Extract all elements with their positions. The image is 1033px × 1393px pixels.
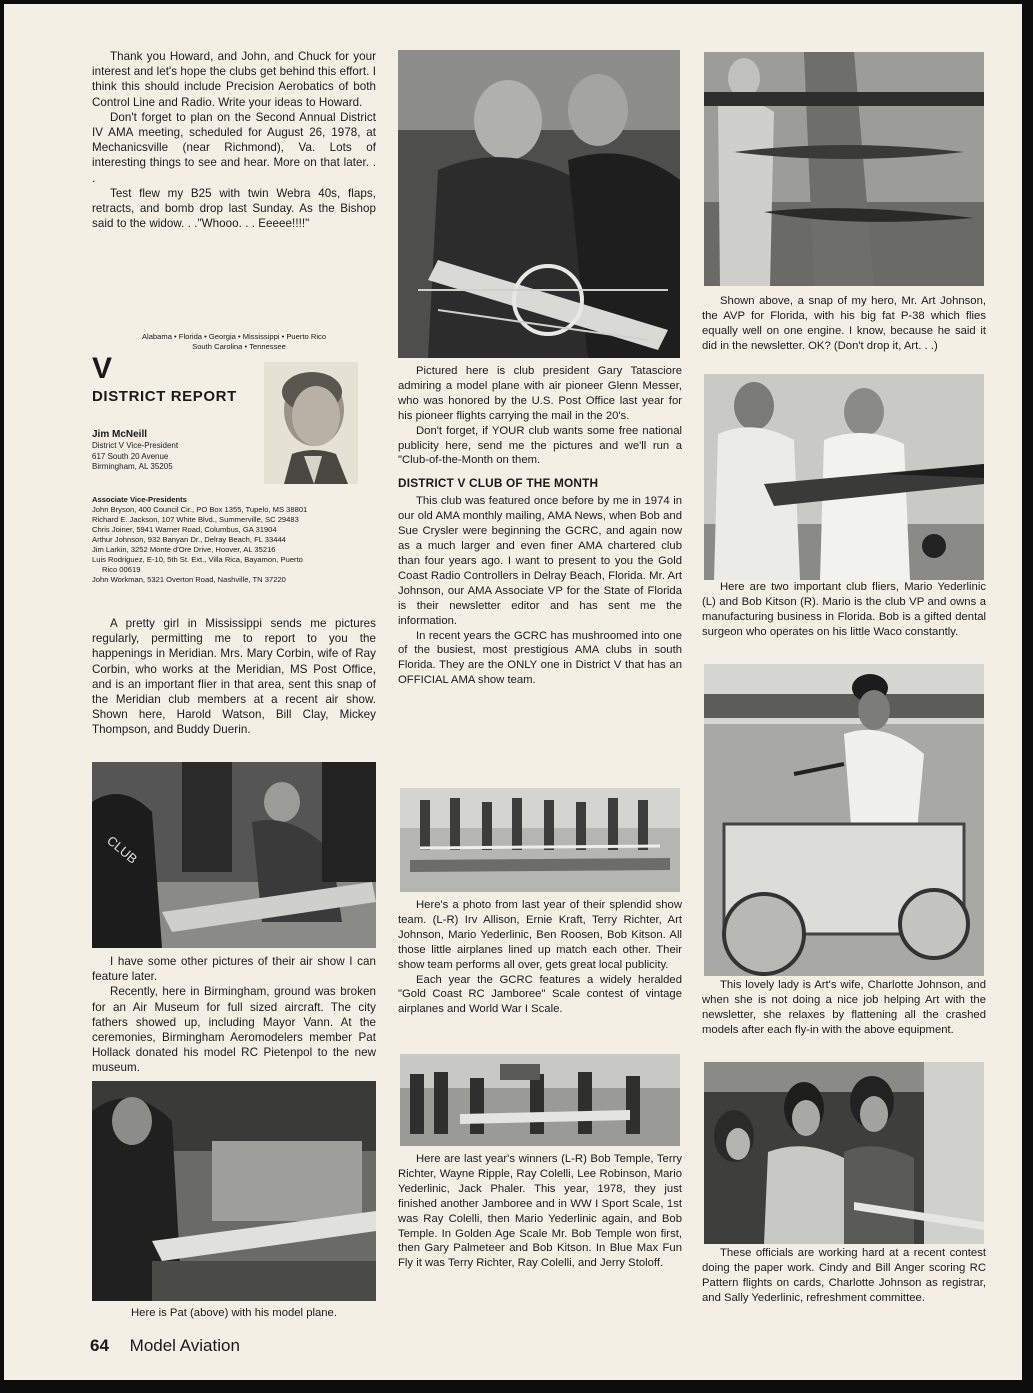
meridian-club-photo xyxy=(92,762,376,948)
page-footer xyxy=(90,1336,240,1356)
associate-5: Jim Larkin, 3252 Monte d'Ore Drive, Hoover, AL 35216 xyxy=(92,545,276,554)
magazine-page xyxy=(4,4,1022,1380)
intro-para-3: Test flew my B25 with twin Webra 40s, flaps, retracts, and bomb drop last Sunday. As the Bishop said to the widow. . ."Whooo. . . Eeeee!!!!" xyxy=(92,186,376,231)
associate-3: Chris Joiner, 5941 Warner Road, Columbus, GA 31904 xyxy=(92,525,277,534)
winners-photo xyxy=(400,1054,680,1146)
club-para-2: In recent years the GCRC has mushroomed into one of the busiest, most prestigious AMA clubs in south Florida. They are the ONLY one in District V that has an OFFICIAL AMA show team. xyxy=(398,629,682,687)
forget-para: Don't forget, if YOUR club wants some free national publicity here, send me the pictures and we'll run a "Club-of-the-Month on them. xyxy=(398,424,682,467)
associate-1: John Bryson, 400 Council Cir., PO Box 1355, Tupelo, MS 38801 xyxy=(92,505,308,514)
associate-4: Arthur Johnson, 932 Banyan Dr., Delray Beach, FL 33444 xyxy=(92,535,286,544)
meridian-para: A pretty girl in Mississippi sends me pictures regularly, permitting me to report to you the happenings in Meridian. Mrs. Mary Corbin, wife of Ray Corbin, who works at the Meridian, MS Post Office, and is an important flier in that area, sent this snap of the Meridian club members at a recent air show. Shown here, Harold Watson, Bill Clay, Mickey Thompson, and Buddy Duerin. xyxy=(92,617,376,737)
associate-6b: Rico 00619 xyxy=(102,565,141,574)
after-photo-para-2: Recently, here in Birmingham, ground was broken for an Air Museum for full sized aircraft. The city fathers showed up, including Mayor Vann. At the ceremonies, Birmingham Aeromodelers member Pat Hollack donated his model RC Pietenpol to the new museum. xyxy=(92,985,376,1075)
show-team-caption: Here's a photo from last year of their splendid show team. (L-R) Irv Allison, Ernie Kraft, Terry Richter, Art Johnson, Mario Yederlinic, Ben Roosen, Bob Kitson. All those little airplanes lined up match each other. Their show team performs all over, gets great local publicity. xyxy=(398,899,682,971)
gary-tatasciore-photo xyxy=(398,50,680,358)
vp-line-1: District V Vice-President xyxy=(92,441,179,450)
vp-line-2: 617 South 20 Avenue xyxy=(92,451,169,461)
associates-heading: Associate Vice-Presidents xyxy=(92,495,187,504)
mario-bob-caption: Here are two important club fliers, Mario Yederlinic (L) and Bob Kitson (R). Mario is the club VP and owns a manufacturing business in Florida. Bob is a gifted dental surgeon who operates on his little Waco constantly. xyxy=(702,581,986,638)
mario-bob-photo xyxy=(704,374,984,580)
art-johnson-p38-photo xyxy=(704,52,984,286)
officials-caption: These officials are working hard at a recent contest doing the paper work. Cindy and Bill Anger scoring RC Pattern flights on cards, Charlotte Johnson as registrar, and Sally Yederlinic, refreshment committee. xyxy=(702,1247,986,1304)
associate-7: John Workman, 5321 Overton Road, Nashville, TN 37220 xyxy=(92,575,286,584)
gary-caption: Pictured here is club president Gary Tatasciore admiring a model plane with air pioneer Glenn Messer, who was honored by the U.S. Post Office last year for his pioneer flights carrying the mail in the 20's. xyxy=(398,365,682,422)
charlotte-roller-photo xyxy=(704,664,984,976)
pietenpol-caption: Here is Pat (above) with his model plane. xyxy=(131,1307,337,1319)
magazine-title: Model Aviation xyxy=(129,1336,240,1355)
club-of-month-heading: DISTRICT V CLUB OF THE MONTH xyxy=(398,476,599,491)
svg-text:CLUB: CLUB xyxy=(104,832,141,867)
officials-photo xyxy=(704,1062,984,1244)
charlotte-caption: This lovely lady is Art's wife, Charlotte Johnson, and when she is not doing a nice job helping Art with the newsletter, she relaxes by flattening all the crashed models after each fly-in with the above equipment. xyxy=(702,979,986,1036)
pietenpol-photo xyxy=(92,1081,376,1301)
intro-para-2: Don't forget to plan on the Second Annual District IV AMA meeting, scheduled for August 26, 1978, at Mechanicsville (near Richmond), Va. Lots of interesting things to see and hear. More on that later. . . xyxy=(92,110,376,185)
district-numeral: V xyxy=(92,352,113,385)
portrait-photo xyxy=(264,362,358,484)
states-line-2: South Carolina • Tennessee xyxy=(192,342,286,351)
associate-2: Richard E. Jackson, 107 White Blvd., Summerville, SC 29483 xyxy=(92,515,299,524)
art-johnson-caption: Shown above, a snap of my hero, Mr. Art Johnson, the AVP for Florida, with his big fat P-38 which flies equally well on one engine. I know, because he said it did in the newsletter. OK? (Don't drop it, Art. . .) xyxy=(702,295,986,352)
vp-name: Jim McNeill xyxy=(92,429,148,440)
winners-caption: Here are last year's winners (L-R) Bob Temple, Terry Richter, Wayne Ripple, Ray Colelli, Lee Robinson, Mario Yederlinic, Jack Phaler. This year, 1978, they just finished another Jamboree and in WW I Sport Scale, 1st was Ray Colelli, then Mario Yederlinic again, and Bob Temple. In Golden Age Scale Mr. Bob Temple won first, then Gary Palmeteer and Bob Kitson. In Blue Max Fun Fly it was Terry Richter, Ray Colelli, and Jerry Stoloff. xyxy=(398,1153,682,1270)
states-line-1: Alabama • Florida • Georgia • Mississippi • Puerto Rico xyxy=(141,332,327,341)
district-title: DISTRICT REPORT xyxy=(92,388,237,405)
intro-para-1: Thank you Howard, and John, and Chuck for your interest and let's hope the clubs get behind this effort. I think this should include Precision Aerobatics of both Control Line and Radio. Write your ideas to Howard. xyxy=(92,50,376,109)
page-number: 64 xyxy=(90,1336,109,1355)
vp-line-3: Birmingham, AL 35205 xyxy=(92,462,173,472)
club-para-1: This club was featured once before by me in 1974 in our old AMA monthly mailing, AMA News, when Bob and Sue Crysler were beginning the GCRC, and again now as a much larger and even finer AMA chartered club than four years ago. I want to present to you the Gold Coast Radio Controllers in Delray Beach, Florida. Mr. Art Johnson, our AMA Associate VP for the State of Florida is their newsletter editor and has sent me the information. xyxy=(398,495,682,627)
after-photo-para-1: I have some other pictures of their air show I can feature later. xyxy=(92,955,376,984)
show-team-photo xyxy=(400,788,680,892)
jamboree-para: Each year the GCRC features a widely heralded "Gold Coast RC Jamboree" Scale contest of vintage airplanes and World War I Scale. xyxy=(398,973,682,1016)
associate-6: Luis Rodriguez, E-10, 5th St. Ext., Villa Rica, Bayamon, Puerto xyxy=(92,555,303,564)
